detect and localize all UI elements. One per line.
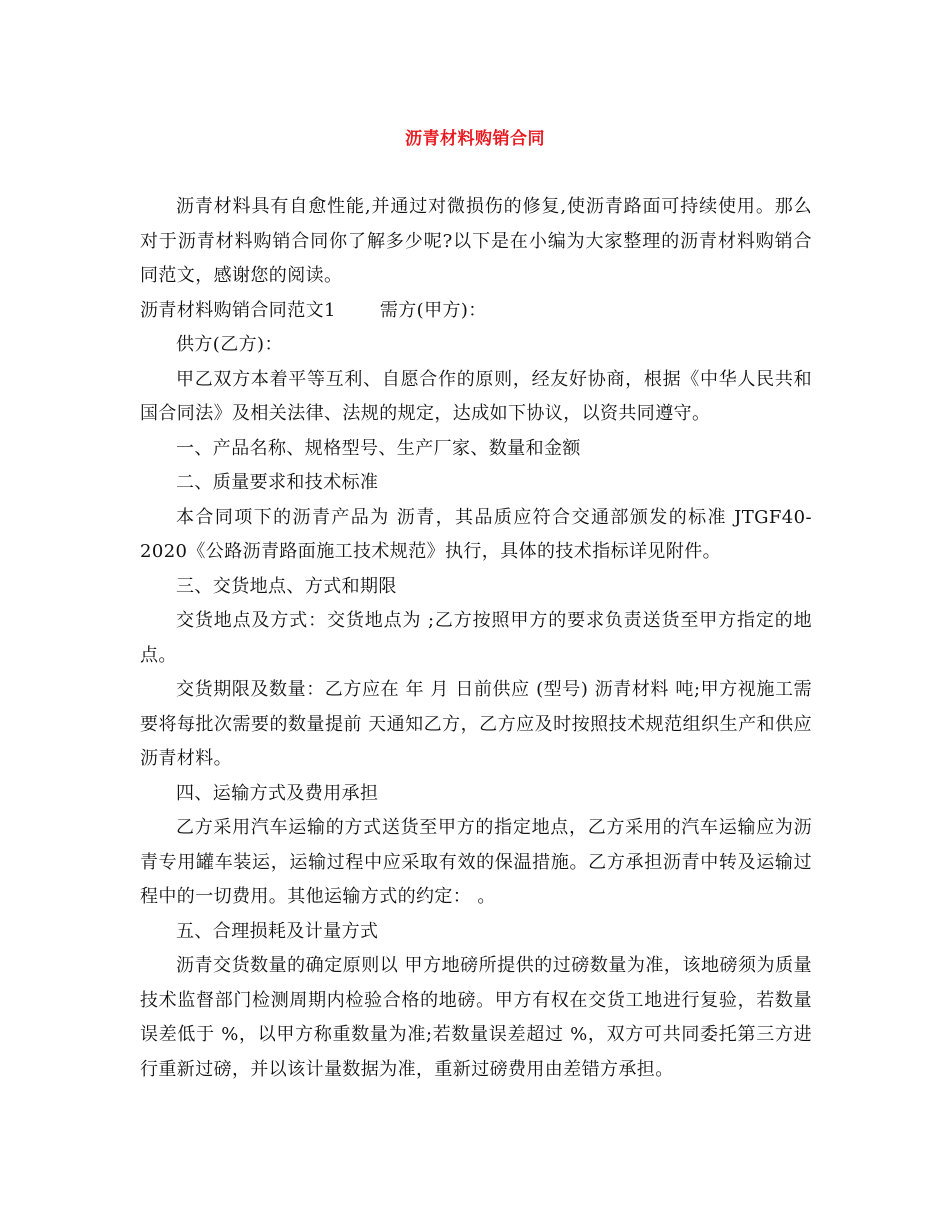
section-4-body: 乙方采用汽车运输的方式送货至甲方的指定地点，乙方采用的汽车运输应为沥青专用罐车装运，运输过程中应采取有效的保温措施。乙方承担沥青中转及运输过程中的一切费用。其他运输方式的约定： 。 [140,817,812,907]
section-3-heading: 三、交货地点、方式和期限 [176,575,397,597]
section-2-body: 本合同项下的沥青产品为 沥青，其品质应符合交通部颁发的标准 JTGF40-2020《公路沥青路面施工技术规范》执行，具体的技术指标详见附件。 [140,506,812,562]
section-3-body-delivery-place: 交货地点及方式：交货地点为 ;乙方按照甲方的要求负责送货至甲方指定的地点。 [140,610,812,666]
section-4-heading: 四、运输方式及费用承担 [176,782,379,804]
document-title: 沥青材料购销合同 [405,129,545,149]
buyer-label: 需方(甲方)： [379,299,487,321]
section-5-body: 沥青交货数量的确定原则以 甲方地磅所提供的过磅数量为准，该地磅须为质量技术监督部门检测周期内检验合格的地磅。甲方有权在交货工地进行复验，若数量误差低于 %，以甲方称重数量为准;若数量误差超过 %，双方可共同委托第三方进行重新过磅，并以该计量数据为准，重新过磅费用由差错方承担。 [140,955,812,1080]
sample-heading-line [140,294,812,329]
sample-heading: 沥青材料购销合同范文1 [140,299,336,321]
preamble-paragraph: 甲乙双方本着平等互利、自愿合作的原则，经友好协商，根据《中华人民共和国合同法》及相关法律、法规的规定，达成如下协议，以资共同遵守。 [140,368,812,424]
section-2-heading: 二、质量要求和技术标准 [176,472,379,493]
seller-label: 供方(乙方)： [176,334,283,355]
section-3-body-delivery-time: 交货期限及数量：乙方应在 年 月 日前供应 (型号) 沥青材料 吨;甲方视施工需要将每批次需要的数量提前 天通知乙方，乙方应及时按照技术规范组织生产和供应沥青材料。 [140,679,812,769]
section-1-heading: 一、产品名称、规格型号、生产厂家、数量和金额 [176,437,581,459]
intro-paragraph: 沥青材料具有自愈性能,并通过对微损伤的修复,使沥青路面可持续使用。那么对于沥青材料购销合同你了解多少呢?以下是在小编为大家整理的沥青材料购销合同范文，感谢您的阅读。 [140,196,812,286]
section-5-heading: 五、合理损耗及计量方式 [176,920,379,942]
document-body [140,190,812,1087]
